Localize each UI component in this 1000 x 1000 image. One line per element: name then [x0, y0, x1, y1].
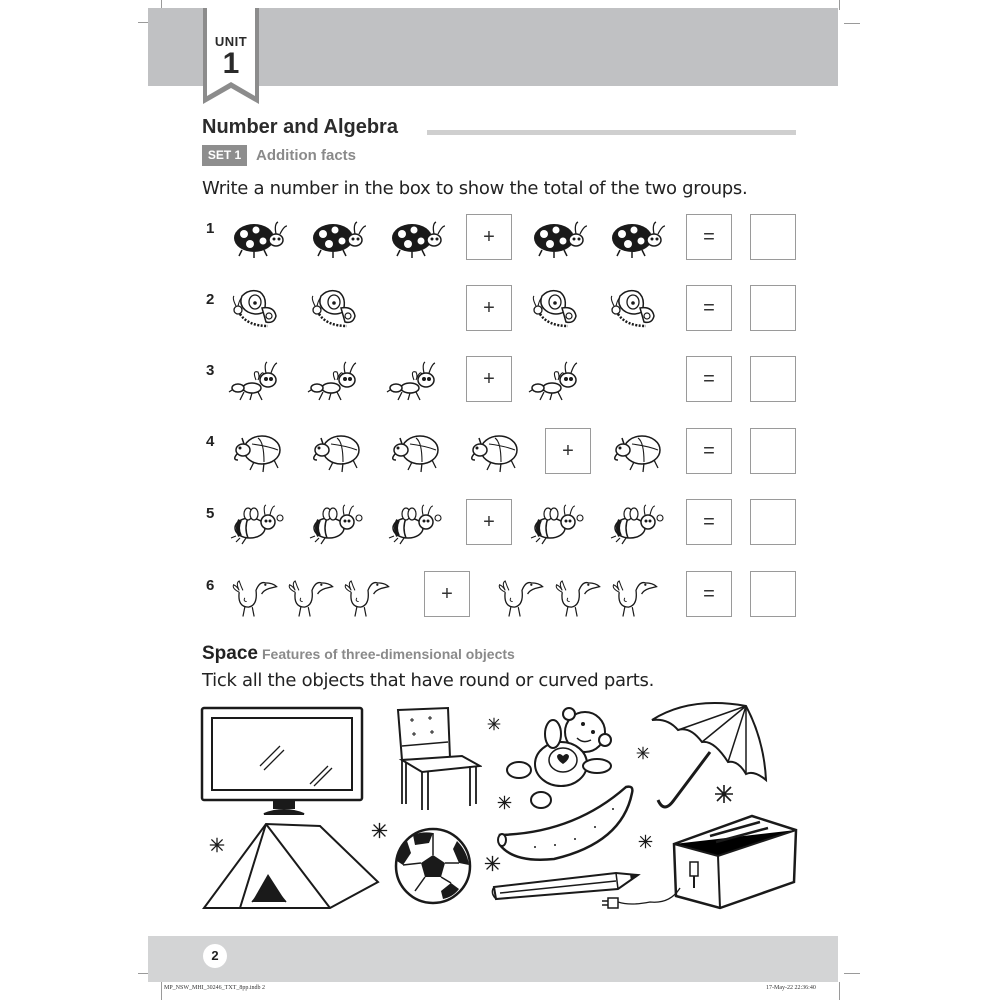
- question-number: 4: [206, 433, 215, 450]
- question-number: 2: [206, 291, 215, 308]
- bird-icon: [284, 572, 340, 618]
- ant-icon: [528, 358, 588, 404]
- chair-icon[interactable]: [392, 706, 482, 810]
- ant-icon: [228, 358, 288, 404]
- crop-mark: [844, 973, 860, 974]
- answer-box[interactable]: [750, 214, 796, 260]
- television-icon[interactable]: [200, 706, 366, 818]
- bird-icon: [494, 572, 550, 618]
- sparkle-icon: [714, 784, 734, 804]
- plus-box: +: [424, 571, 470, 617]
- ant-icon: [307, 358, 367, 404]
- sparkle-icon: [636, 746, 650, 760]
- section-title: Number and Algebra: [202, 116, 398, 138]
- beetle-icon: [228, 428, 288, 474]
- beetle-icon: [386, 428, 446, 474]
- instruction-text: Write a number in the box to show the total of the two groups.: [202, 178, 748, 199]
- sparkle-icon: [487, 717, 501, 731]
- bee-icon: [307, 500, 367, 546]
- sparkle-icon: [371, 822, 388, 839]
- butterfly-icon: [606, 286, 666, 332]
- answer-box[interactable]: [750, 499, 796, 545]
- page-number: 2: [203, 944, 227, 968]
- sparkle-icon: [497, 795, 512, 810]
- sparkle-icon: [638, 834, 653, 849]
- bird-icon: [551, 572, 607, 618]
- set-badge: SET 1: [202, 145, 247, 166]
- equals-box: =: [686, 285, 732, 331]
- bird-icon: [340, 572, 396, 618]
- equals-box: =: [686, 499, 732, 545]
- butterfly-icon: [528, 286, 588, 332]
- ant-icon: [386, 358, 446, 404]
- soccer-ball-icon[interactable]: [393, 825, 473, 907]
- ladybird-icon: [230, 214, 290, 260]
- question-number: 6: [206, 577, 215, 594]
- bee-icon: [528, 500, 588, 546]
- space-heading: [202, 643, 515, 665]
- bee-icon: [608, 500, 668, 546]
- crop-mark: [844, 23, 860, 24]
- plus-box: +: [466, 499, 512, 545]
- crop-mark: [839, 982, 840, 1000]
- plus-box: +: [466, 214, 512, 260]
- unit-flag: [203, 8, 259, 104]
- bird-icon: [608, 572, 664, 618]
- crop-mark: [839, 0, 840, 10]
- equals-box: =: [686, 428, 732, 474]
- equals-box: =: [686, 356, 732, 402]
- answer-box[interactable]: [750, 428, 796, 474]
- crop-mark: [161, 982, 162, 1000]
- toaster-icon[interactable]: [600, 810, 800, 918]
- print-slug-left: MP_NSW_MHI_30246_TXT_8pp.indb 2: [164, 985, 266, 991]
- footer-bar: [148, 936, 838, 982]
- beetle-icon: [465, 428, 525, 474]
- plus-box: +: [466, 285, 512, 331]
- print-slug-right: 17-May-22 22:36:40: [766, 985, 816, 991]
- question-number: 5: [206, 505, 215, 522]
- plus-box: +: [545, 428, 591, 474]
- equals-box: =: [686, 571, 732, 617]
- equals-box: =: [686, 214, 732, 260]
- ladybird-icon: [388, 214, 448, 260]
- set-title: Addition facts: [256, 147, 356, 164]
- question-number: 3: [206, 362, 215, 379]
- bee-icon: [228, 500, 288, 546]
- ladybird-icon: [608, 214, 668, 260]
- butterfly-icon: [228, 286, 288, 332]
- question-number: 1: [206, 220, 215, 237]
- bee-icon: [386, 500, 446, 546]
- answer-box[interactable]: [750, 285, 796, 331]
- unit-number: 1: [222, 47, 240, 80]
- answer-box[interactable]: [750, 356, 796, 402]
- title-rule: [427, 130, 796, 135]
- butterfly-icon: [307, 286, 367, 332]
- sparkle-icon: [209, 837, 225, 853]
- space-instruction: Tick all the objects that have round or curved parts.: [202, 670, 655, 691]
- tent-icon[interactable]: [200, 822, 380, 912]
- answer-box[interactable]: [750, 571, 796, 617]
- sparkle-icon: [484, 855, 501, 872]
- bird-icon: [228, 572, 284, 618]
- space-subtitle: Features of three-dimensional objects: [261, 646, 515, 662]
- plus-box: +: [466, 356, 512, 402]
- unit-label: UNIT: [214, 34, 248, 49]
- beetle-icon: [307, 428, 367, 474]
- umbrella-icon[interactable]: [650, 700, 770, 818]
- beetle-icon: [608, 428, 668, 474]
- ladybird-icon: [309, 214, 369, 260]
- ladybird-icon: [530, 214, 590, 260]
- space-title: Space: [202, 643, 258, 664]
